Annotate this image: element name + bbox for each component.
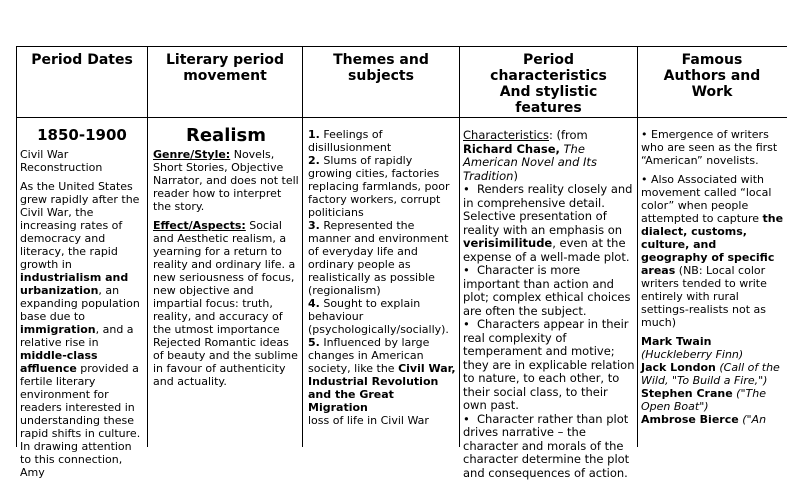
- authors-bullet-2: • Also Associated with movement called “local color” when people attempted to capture the dialect, customs, culture, and geography of specific areas (NB: Local color writers tended to write entirely with rural settings-realists not as much): [641, 173, 785, 329]
- header-authors: Famous Authors and Work: [638, 52, 786, 100]
- period-context-paragraph: As the United States grew rapidly after the Civil War, the increasing rates of democracy and literacy, the rapid growth in industrialism and urbanization, an expanding population base due to immigration, and a relative rise in middle-class affluence provided a fertile literary environment for readers interested in understanding these rapid shifts in culture. In drawing attention to this connection, Amy: [20, 180, 144, 479]
- theme-item-5: 5. Influenced by large changes in American society, like the Civil War, Industrial Revolution and the Great Migration: [308, 336, 456, 414]
- period-dates-value: 1850-1900: [20, 129, 144, 142]
- cell-authors: [641, 128, 785, 447]
- movement-effect: Effect/Aspects: Social and Aesthetic realism, a yearning for a return to reality and ordinary life. a new seriousness of focus, new objective and impartial focus: truth, reality, and accuracy of the utmost importance Rejected Romantic ideas of beauty and the sublime in favour of authenticity and actuality.: [153, 219, 299, 388]
- movement-genre: Genre/Style: Novels, Short Stories, Objective Narrator, and does not tell reader how to interpret the story.: [153, 148, 299, 213]
- characteristics-bullet-4: • Character rather than plot drives narrative – the character and morals of the character determine the plot and consequences of action.: [463, 413, 635, 480]
- characteristics-bullet-1: • Renders reality closely and in comprehensive detail. Selective presentation of reality with an emphasis on verisimilitude, even at the expense of a well-made plot.: [463, 183, 635, 264]
- characteristics-bullet-2: • Character is more important than action and plot; complex ethical choices are often the subject.: [463, 264, 635, 318]
- theme-item-3: 3. Represented the manner and environment of everyday life and ordinary people as realistically as possible (regionalism): [308, 219, 456, 297]
- header-literary-movement: Literary period movement: [148, 52, 302, 84]
- period-line-reconstruction: Reconstruction: [20, 161, 144, 174]
- header-characteristics: Period characteristics And stylistic features: [460, 52, 637, 116]
- period-line-civil-war: Civil War: [20, 148, 144, 161]
- theme-item-5-continued: loss of life in Civil War: [308, 414, 456, 427]
- cell-characteristics: [463, 129, 635, 447]
- author-mark-twain: Mark Twain (Huckleberry Finn): [641, 335, 785, 361]
- theme-item-4: 4. Sought to explain behaviour (psychologically/socially).: [308, 297, 456, 336]
- characteristics-bullet-3: • Characters appear in their real complexity of temperament and motive; they are in explicable relation to nature, to each other, to their social class, to their own past.: [463, 318, 635, 413]
- cell-literary-movement: [153, 129, 299, 447]
- literary-periods-table: [16, 46, 787, 447]
- header-row-divider: [17, 117, 787, 118]
- authors-bullet-1: • Emergence of writers who are seen as the first “American” novelists.: [641, 128, 785, 167]
- theme-item-1: 1. Feelings of disillusionment: [308, 128, 456, 154]
- author-jack-london: Jack London (Call of the Wild, "To Build a Fire,"): [641, 361, 785, 387]
- theme-item-2: 2. Slums of rapidly growing cities, factories replacing farmlands, poor factory workers, corrupt politicians: [308, 154, 456, 219]
- header-period-dates: Period Dates: [17, 52, 147, 68]
- cell-themes: [308, 128, 456, 447]
- author-ambrose-bierce: Ambrose Bierce ("An: [641, 413, 785, 426]
- movement-name: Realism: [153, 129, 299, 142]
- header-themes: Themes and subjects: [303, 52, 459, 84]
- cell-period-dates: [20, 129, 144, 447]
- characteristics-intro: Characteristics: (from Richard Chase, The American Novel and Its Tradition): [463, 129, 635, 183]
- author-stephen-crane: Stephen Crane ("The Open Boat"): [641, 387, 785, 413]
